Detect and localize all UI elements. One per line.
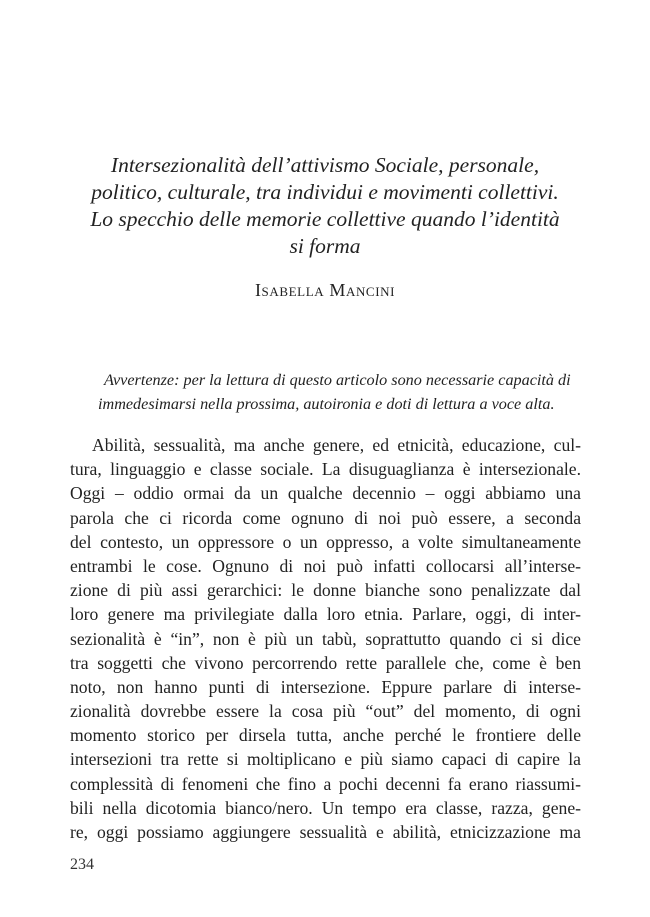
body-line: re, oggi possiamo aggiungere sessualità e abilità, etnicizzazione ma: [70, 822, 581, 842]
body-line: Abilità, sessualità, ma anche genere, ed etnicità, educazione, cul-: [92, 435, 581, 455]
body-line: tra soggetti che vivono percorrendo rette parallele che, come è ben: [70, 652, 581, 673]
warning-line: Avvertenze: per la lettura di questo articolo sono necessarie capacità di: [104, 371, 571, 389]
warning-line: immedesimarsi nella prossima, autoironia e doti di lettura a voce alta.: [98, 395, 555, 413]
body-paragraph: [70, 433, 581, 844]
page-number: 234: [70, 856, 94, 873]
body-line: parola che ci ricorda come ognuno di noi può essere, a seconda: [70, 507, 581, 528]
body-line: intersezioni tra rette si moltiplicano e più siamo capaci di capire la: [70, 749, 581, 770]
article-title: [40, 152, 610, 260]
body-line: del contesto, un oppressore o un oppresso, a volte simultaneamente: [70, 531, 581, 552]
body-line: noto, non hanno punti di intersezione. Eppure parlare di interse-: [70, 676, 581, 697]
body-line: Oggi – oddio ormai da un qualche decennio – oggi abbiamo una: [70, 483, 581, 504]
title-line: Intersezionalità dell’attivismo Sociale, personale,: [110, 153, 540, 177]
body-line: bili nella dicotomia bianco/nero. Un tempo era classe, razza, gene-: [70, 797, 581, 818]
body-line: complessità di fenomeni che fino a pochi decenni fa erano riassumi-: [70, 773, 581, 794]
warning-note: [98, 368, 586, 416]
body-line: loro genere ma privilegiate dalla loro etnia. Parlare, oggi, di inter-: [70, 604, 581, 625]
body-line: zione di più assi gerarchici: le donne bianche sono penalizzate dal: [70, 580, 581, 601]
body-line: zionalità dovrebbe essere la cosa più “out” del momento, di ogni: [70, 701, 581, 722]
body-line: momento storico per dirsela tutta, anche perché le frontiere delle: [70, 725, 581, 746]
body-line: tura, linguaggio e classe sociale. La disuguaglianza è intersezionale.: [70, 459, 581, 480]
body-line: sezionalità è “in”, non è più un tabù, soprattutto quando ci si dice: [70, 628, 581, 649]
title-line: politico, culturale, tra individui e movimenti collettivi.: [91, 180, 559, 204]
author-name: Isabella Mancini: [254, 280, 396, 300]
title-line: si forma: [289, 234, 361, 258]
body-line: entrambi le cose. Ognuno di noi può infatti collocarsi all’interse-: [70, 555, 581, 576]
title-line: Lo specchio delle memorie collettive quando l’identità: [90, 207, 560, 231]
